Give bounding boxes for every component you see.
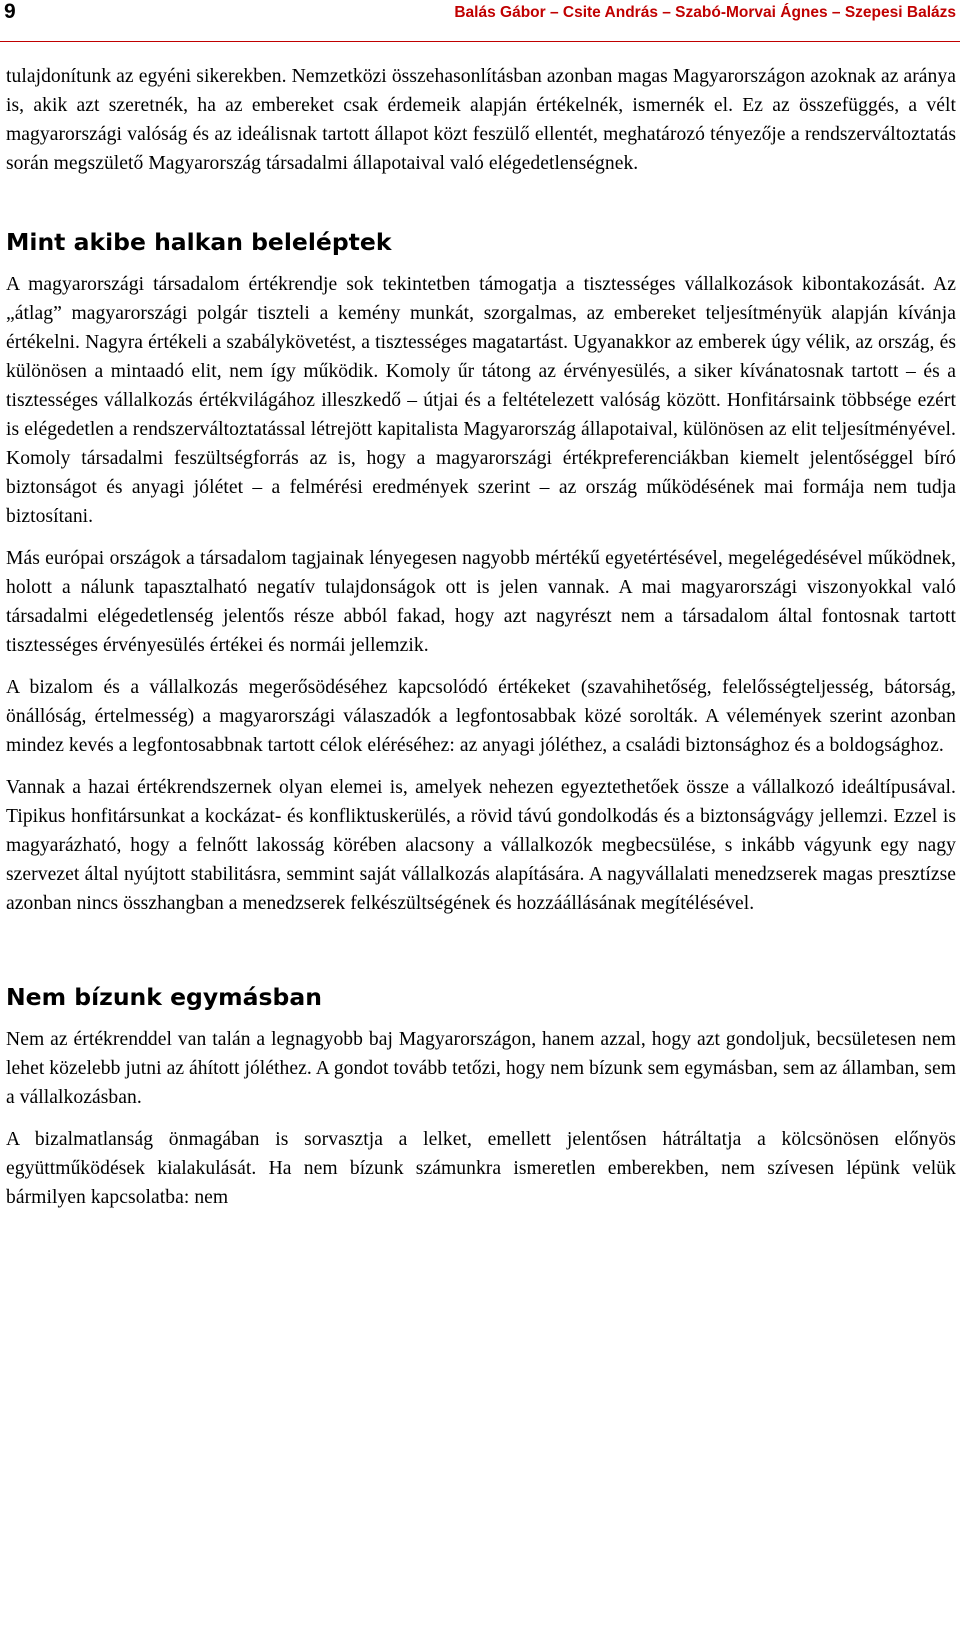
- body-paragraph: A bizalmatlanság önmagában is sorvasztja a lelket, emellett jelentősen hátráltatja a kölcsönösen előnyös együttműködések kialakulását. Ha nem bízunk számunkra ismeretlen emberekben, nem szívesen lépünk velük bármilyen kapcsolatba: nem: [6, 1129, 956, 1208]
- body-paragraph: Vannak a hazai értékrendszernek olyan elemei is, amelyek nehezen egyeztethetőek össze a vállalkozó ideáltípusával. Tipikus honfitársunkat a kockázat- és konfliktuskerülés, a rövid távú gondolkodás és a biztonságvágy jellemzi. Ezzel is magyarázható, hogy a felnőtt lakosság körében alacsony a vállalkozók megbecsülése, s inkább vágyunk egy nagy szervezet által nyújtott stabilitásra, semmint saját vállalkozás alapítására. A nagyvállalati menedzserek magas presztízse azonban nincs összhangban a menedzserek felkészültségének és hozzáállásának megítélésével.: [6, 777, 956, 914]
- section-heading-mint-akibe: Mint akibe halkan beleléptek: [6, 228, 392, 256]
- section-heading-nem-bizunk: Nem bízunk egymásban: [6, 983, 322, 1011]
- page-header: [0, 0, 960, 42]
- running-head-authors: Balás Gábor – Csite András – Szabó-Morvai Ágnes – Szepesi Balázs: [454, 4, 956, 21]
- body-paragraph: A bizalom és a vállalkozás megerősödéséhez kapcsolódó értékeket (szavahihetőség, felelősségteljesség, bátorság, önállóság, értelmesség) a magyarországi válaszadók a legfontosabbak közé sorolták. A vélemények szerint azonban mindez kevés a legfontosabbnak tartott célok eléréséhez: az anyagi jóléthez, a családi biztonsághoz és a boldogsághoz.: [6, 677, 956, 756]
- intro-paragraph: tulajdonítunk az egyéni sikerekben. Nemzetközi összehasonlításban azonban magas Magyarországon azoknak az aránya is, akik azt szeretnék, ha az embereket csak érdemeik alapján értékelnék, ismernék el. Ez az összefüggés, a vélt magyarországi valóság és az ideálisnak tartott állapot közt feszülő ellentét, meghatározó tényezője a rendszerváltoztatás során megszülető Magyarország társadalmi állapotaival való elégedetlenségnek.: [6, 66, 956, 174]
- page-number: 9: [4, 0, 16, 23]
- body-paragraph: Más európai országok a társadalom tagjainak lényegesen nagyobb mértékű egyetértésével, megelégedésével működnek, holott a nálunk tapasztalható negatív tulajdonságok ott is jelen vannak. A mai magyarországi viszonyokkal való társadalmi elégedetlenség jelentős része abból fakad, hogy azt nagyrészt nem a társadalom által fontosnak tartott tisztességes érvényesülés értékei és normái jellemzik.: [6, 548, 956, 656]
- body-paragraph: Nem az értékrenddel van talán a legnagyobb baj Magyarországon, hanem azzal, hogy azt gondoljuk, becsületesen nem lehet közelebb jutni az áhított jóléthez. A gondot tovább tetőzi, hogy nem bízunk sem egymásban, sem az államban, sem a vállalkozásban.: [6, 1029, 956, 1108]
- page-body: [6, 62, 956, 1212]
- body-paragraph: A magyarországi társadalom értékrendje sok tekintetben támogatja a tisztességes vállalkozások kibontakozását. Az „átlag” magyarországi polgár tiszteli a kemény munkát, szorgalmas, az embereket teljesítményük alapján kívánja értékelni. Nagyra értékeli a szabálykövetést, a tisztességes magatartást. Ugyanakkor az emberek úgy vélik, az ország, és különösen a mintaadó elit, nem így működik. Komoly űr tátong az érvényesülés, a siker kívánatosnak tartott – és a tisztességes vállalkozás értékvilágához illeszkedő – útjai és a feltételezett valóság között. Honfitársaink többsége ezért is elégedetlen a rendszerváltoztatással létrejött kapitalista Magyarország állapotaival, különösen az elit teljesítményével. Komoly társadalmi feszültségforrás az is, hogy a magyarországi értékpreferenciákban kiemelt jelentőséggel bíró biztonságot és anyagi jólétet – a felmérési eredmények szerint – az ország működésének mai formája nem tudja biztosítani.: [6, 274, 956, 527]
